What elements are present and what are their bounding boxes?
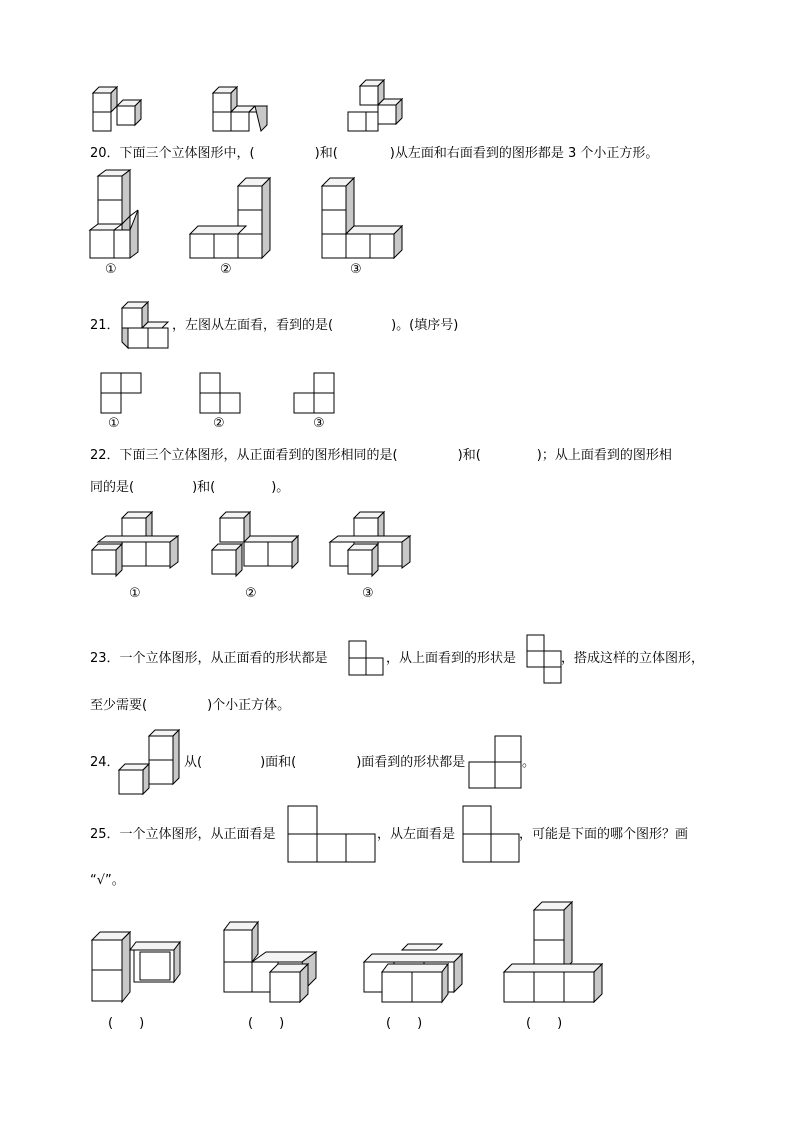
q25-left-view bbox=[462, 805, 522, 863]
prev-figure-2 bbox=[210, 85, 280, 135]
q20-question: 20．下面三个立体图形中，( )和( )从左面和右面看到的图形都是 3 个小正方形。 bbox=[90, 146, 659, 161]
q25-option-2 bbox=[220, 920, 330, 1005]
q25-answer-4[interactable]: ( ) bbox=[526, 1016, 563, 1031]
q21-figure bbox=[120, 302, 172, 350]
q22-label-3: ③ bbox=[362, 586, 374, 601]
q21-prefix: 21． bbox=[90, 318, 120, 333]
q24-question: 从( )面和( )面看到的形状都是 bbox=[184, 755, 466, 770]
q23-line-1-a: 23．一个立体图形，从正面看的形状都是 bbox=[90, 651, 328, 666]
q20-label-3: ③ bbox=[350, 262, 362, 277]
q25-option-4 bbox=[502, 900, 612, 1005]
q20-label-2: ② bbox=[220, 262, 232, 277]
q25-line-1-b: ，从左面看是 bbox=[377, 827, 456, 842]
q25-option-3 bbox=[362, 942, 467, 1004]
q23-line-2: 至少需要( )个小正方体。 bbox=[90, 698, 291, 713]
q23-front-view bbox=[348, 640, 384, 678]
q20-figure-3 bbox=[320, 178, 410, 260]
prev-figure-3 bbox=[345, 78, 410, 133]
q25-answer-3[interactable]: ( ) bbox=[386, 1016, 423, 1031]
q25-option-1 bbox=[90, 930, 185, 1005]
q22-figure-3 bbox=[330, 510, 425, 578]
q22-line-2: 同的是( )和( )。 bbox=[90, 480, 290, 495]
q22-figure-1 bbox=[90, 510, 185, 578]
q22-line-1: 22．下面三个立体图形，从正面看到的图形相同的是( )和( )；从上面看到的图形相 bbox=[90, 448, 672, 463]
q22-label-2: ② bbox=[245, 586, 257, 601]
q25-answer-1[interactable]: ( ) bbox=[108, 1016, 145, 1031]
q20-label-1: ① bbox=[105, 262, 117, 277]
q21-label-3: ③ bbox=[313, 416, 325, 431]
q24-suffix: 。 bbox=[522, 755, 536, 770]
prev-figure-1 bbox=[90, 85, 150, 135]
q21-label-2: ② bbox=[213, 416, 225, 431]
q21-option-2 bbox=[199, 372, 244, 414]
q21-option-3 bbox=[293, 372, 338, 414]
q25-answer-2[interactable]: ( ) bbox=[248, 1016, 285, 1031]
q24-view-shape bbox=[468, 735, 524, 789]
q21-question: ，左图从左面看，看到的是( )。(填序号) bbox=[172, 318, 459, 333]
q21-label-1: ① bbox=[108, 416, 120, 431]
q23-line-1-c: ，搭成这样的立体图形， bbox=[561, 651, 705, 666]
q24-figure bbox=[117, 728, 185, 798]
q23-line-1-b: ，从上面看到的形状是 bbox=[386, 651, 517, 666]
q20-figure-2 bbox=[190, 178, 280, 260]
q21-option-1 bbox=[100, 372, 145, 414]
q22-figure-2 bbox=[210, 510, 305, 578]
q25-line-1-a: 25．一个立体图形，从正面看是 bbox=[90, 827, 276, 842]
q25-front-view bbox=[287, 805, 379, 863]
q25-line-2: “√”。 bbox=[90, 873, 125, 888]
q20-figure-1 bbox=[90, 170, 150, 260]
q23-top-view bbox=[526, 634, 562, 686]
q25-line-1-c: ，可能是下面的哪个图形？画 bbox=[519, 827, 689, 842]
q22-label-1: ① bbox=[129, 586, 141, 601]
q24-prefix: 24． bbox=[90, 755, 120, 770]
